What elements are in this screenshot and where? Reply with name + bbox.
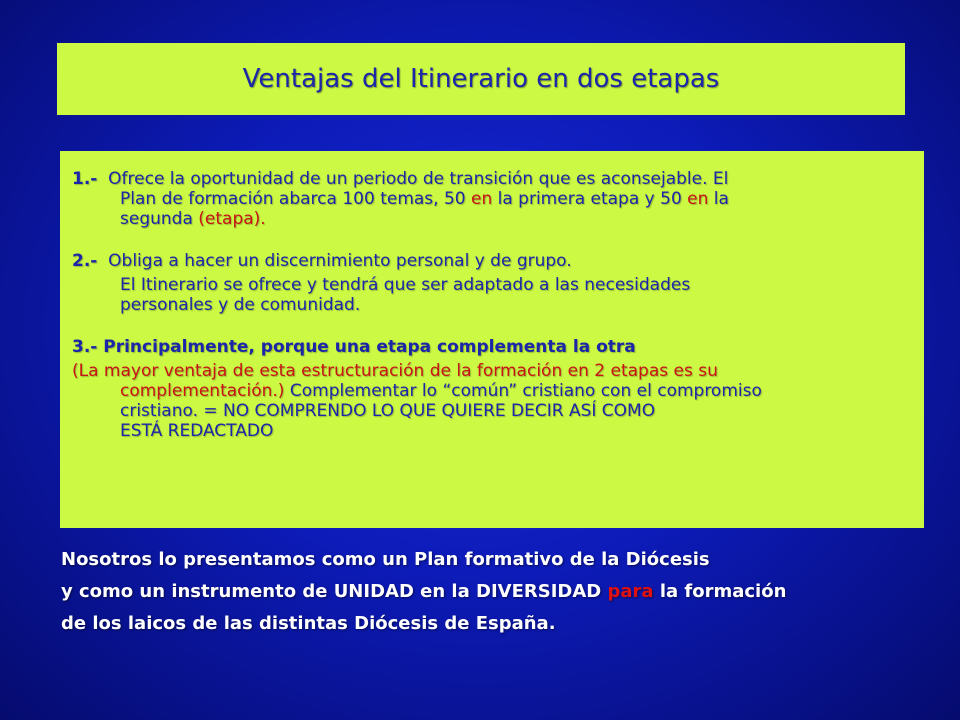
item-3-number: 3.-	[72, 337, 98, 357]
item-3-tail-line-2: ESTÁ REDACTADO	[120, 421, 274, 441]
item-1-red-en-1: en	[471, 189, 493, 209]
item-2-heading: Obliga a hacer un discernimiento personal y de grupo.	[108, 251, 572, 271]
footer-statement	[61, 544, 941, 640]
item-1-body-line-1	[72, 189, 914, 209]
item-3-tail-line-1: cristiano. = NO COMPRENDO LO QUE QUIERE DECIR ASÍ COMO	[120, 401, 656, 421]
list-item-3	[72, 337, 914, 441]
item-1-red-en-2: en	[687, 189, 709, 209]
slide-title: Ventajas del Itinerario en dos etapas	[242, 64, 720, 94]
footer-line-2-a: y como un instrumento de UNIDAD en la DIVERSIDAD	[61, 581, 608, 602]
item-1-body-text-a: Plan de formación abarca 100 temas, 50	[120, 189, 471, 209]
list-item-1	[72, 169, 914, 229]
item-1-body-line-2	[72, 209, 914, 229]
footer-line-2	[61, 576, 941, 608]
content-panel	[60, 151, 924, 528]
item-1-body-text-c: la	[708, 189, 729, 209]
item-2-number: 2.-	[72, 251, 98, 271]
item-2-body-line-1: El Itinerario se ofrece y tendrá que ser adaptado a las necesidades	[120, 275, 691, 295]
footer-line-2-b: la formación	[653, 581, 787, 602]
item-1-body-text-d: segunda	[120, 209, 199, 229]
footer-line-2-red: para	[607, 581, 654, 602]
item-3-red-line-1: (La mayor ventaja de esta estructuración de la formación en 2 etapas es su	[72, 361, 718, 381]
title-banner	[57, 43, 905, 115]
item-1-heading: Ofrece la oportunidad de un periodo de transición que es aconsejable. El	[108, 169, 729, 189]
item-3-mixed-line	[72, 381, 914, 401]
item-1-red-etapa: (etapa).	[198, 209, 266, 229]
item-1-number: 1.-	[72, 169, 98, 189]
item-3-blue-tail: Complementar lo “común” cristiano con el compromiso	[284, 381, 762, 401]
item-3-red-line-2: complementación.)	[120, 381, 285, 401]
item-1-body-text-b: la primera etapa y 50	[492, 189, 688, 209]
item-3-heading-line	[72, 337, 914, 357]
item-2-heading-line	[72, 251, 914, 271]
footer-line-3: de los laicos de las distintas Diócesis de España.	[61, 613, 556, 634]
item-1-heading-line	[72, 169, 914, 189]
item-3-heading: Principalmente, porque una etapa complementa la otra	[103, 337, 636, 357]
footer-line-1: Nosotros lo presentamos como un Plan formativo de la Diócesis	[61, 549, 710, 570]
item-2-body-line-2: personales y de comunidad.	[120, 295, 361, 315]
list-item-2	[72, 251, 914, 315]
